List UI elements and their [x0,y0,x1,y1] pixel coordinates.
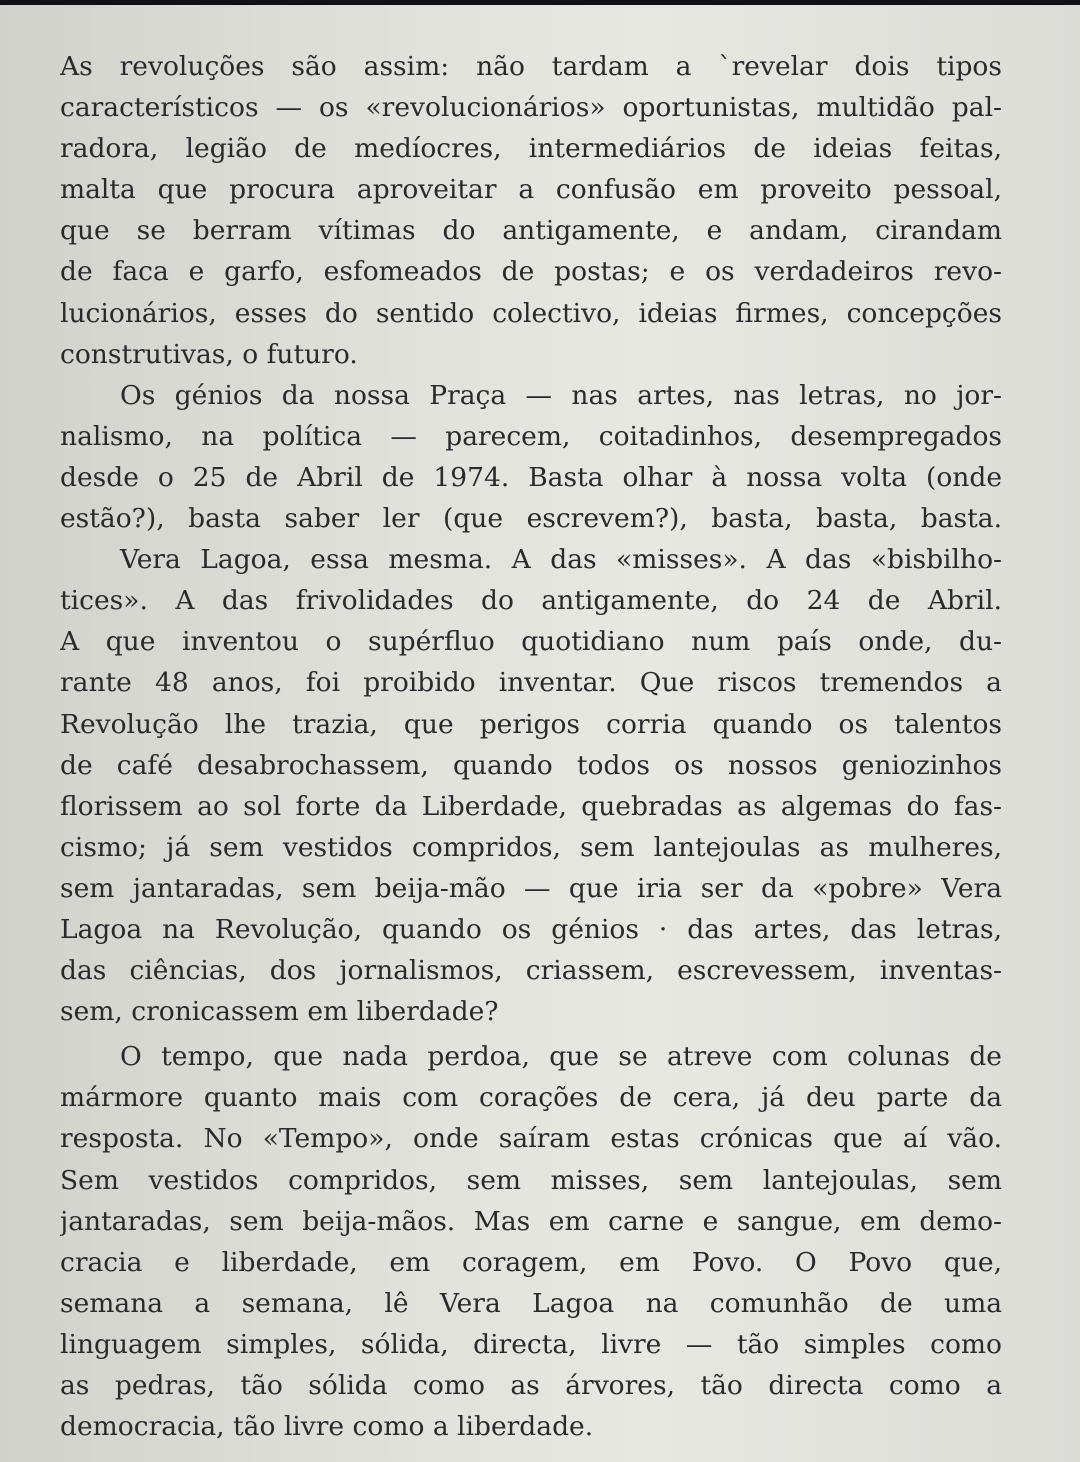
text-line: nalismo, na política — parecem, coitadinhos, desempregados [60,420,1002,452]
text-line: das ciências, dos jornalismos, criassem, escrevessem, inventas- [60,955,1002,987]
text-line: sem, cronicassem em liberdade? [60,996,499,1028]
text-line: Vera Lagoa, essa mesma. A das «misses». A das «bisbilho- [120,544,1002,576]
text-line: estão?), basta saber ler (que escrevem?), basta, basta, basta. [60,503,1002,535]
text-line: linguagem simples, sólida, directa, livre — tão simples como [60,1328,1002,1360]
text-line: construtivas, o futuro. [60,338,358,370]
paragraph-1 [60,46,1002,375]
text-line: radora, legião de medíocres, intermediários de ideias feitas, [60,133,1002,165]
text-line: cismo; já sem vestidos compridos, sem lantejoulas as mulheres, [60,831,1002,863]
body-text [60,46,1002,1447]
text-line: Sem vestidos compridos, sem misses, sem lantejoulas, sem [60,1164,1002,1196]
text-line: lucionários, esses do sentido colectivo, ideias firmes, concepções [60,297,1002,329]
paragraph-4 [60,1036,1002,1447]
text-line: jantaradas, sem beija-mãos. Mas em carne e sangue, em demo- [60,1205,1002,1237]
text-line: Lagoa na Revolução, quando os génios · das artes, das letras, [60,913,1002,945]
text-line: de faca e garfo, esfomeados de postas; e os verdadeiros revo- [60,256,1002,288]
paragraph-3 [60,539,1002,1032]
text-line: tices». A das frivolidades do antigamente, do 24 de Abril. [60,585,1002,617]
text-line: característicos — os «revolucionários» oportunistas, multidão pal- [60,92,1002,124]
text-line: de café desabrochassem, quando todos os nossos geniozinhos [60,749,1002,781]
text-line: rante 48 anos, foi proibido inventar. Que riscos tremendos a [60,667,1002,699]
text-line: que se berram vítimas do antigamente, e andam, cirandam [60,215,1002,247]
text-line: cracia e liberdade, em coragem, em Povo. O Povo que, [60,1246,1002,1278]
text-line: florissem ao sol forte da Liberdade, quebradas as algemas do fas- [60,790,1002,822]
text-line: democracia, tão livre como a liberdade. [60,1411,594,1443]
text-line: malta que procura aproveitar a confusão em proveito pessoal, [60,174,1002,206]
text-line: resposta. No «Tempo», onde saíram estas crónicas que aí vão. [60,1123,1002,1155]
paragraph-2 [60,375,1002,539]
text-line: desde o 25 de Abril de 1974. Basta olhar à nossa volta (onde [60,461,1002,493]
text-line: Revolução lhe trazia, que perigos corria quando os talentos [60,708,1002,740]
text-line: As revoluções são assim: não tardam a `revelar dois tipos [60,51,1002,82]
text-line: mármore quanto mais com corações de cera, já deu parte da [60,1082,1002,1114]
text-line: as pedras, tão sólida como as árvores, tão directa como a [60,1370,1002,1401]
text-line: Os génios da nossa Praça — nas artes, nas letras, no jor- [120,379,1002,411]
text-line: O tempo, que nada perdoa, que se atreve com colunas de [120,1041,1002,1073]
page-top-edge [0,0,1080,5]
text-line: A que inventou o supérfluo quotidiano num país onde, du- [60,626,1002,658]
text-line: semana a semana, lê Vera Lagoa na comunhão de uma [60,1287,1002,1319]
text-line: sem jantaradas, sem beija-mão — que iria ser da «pobre» Vera [60,872,1002,904]
